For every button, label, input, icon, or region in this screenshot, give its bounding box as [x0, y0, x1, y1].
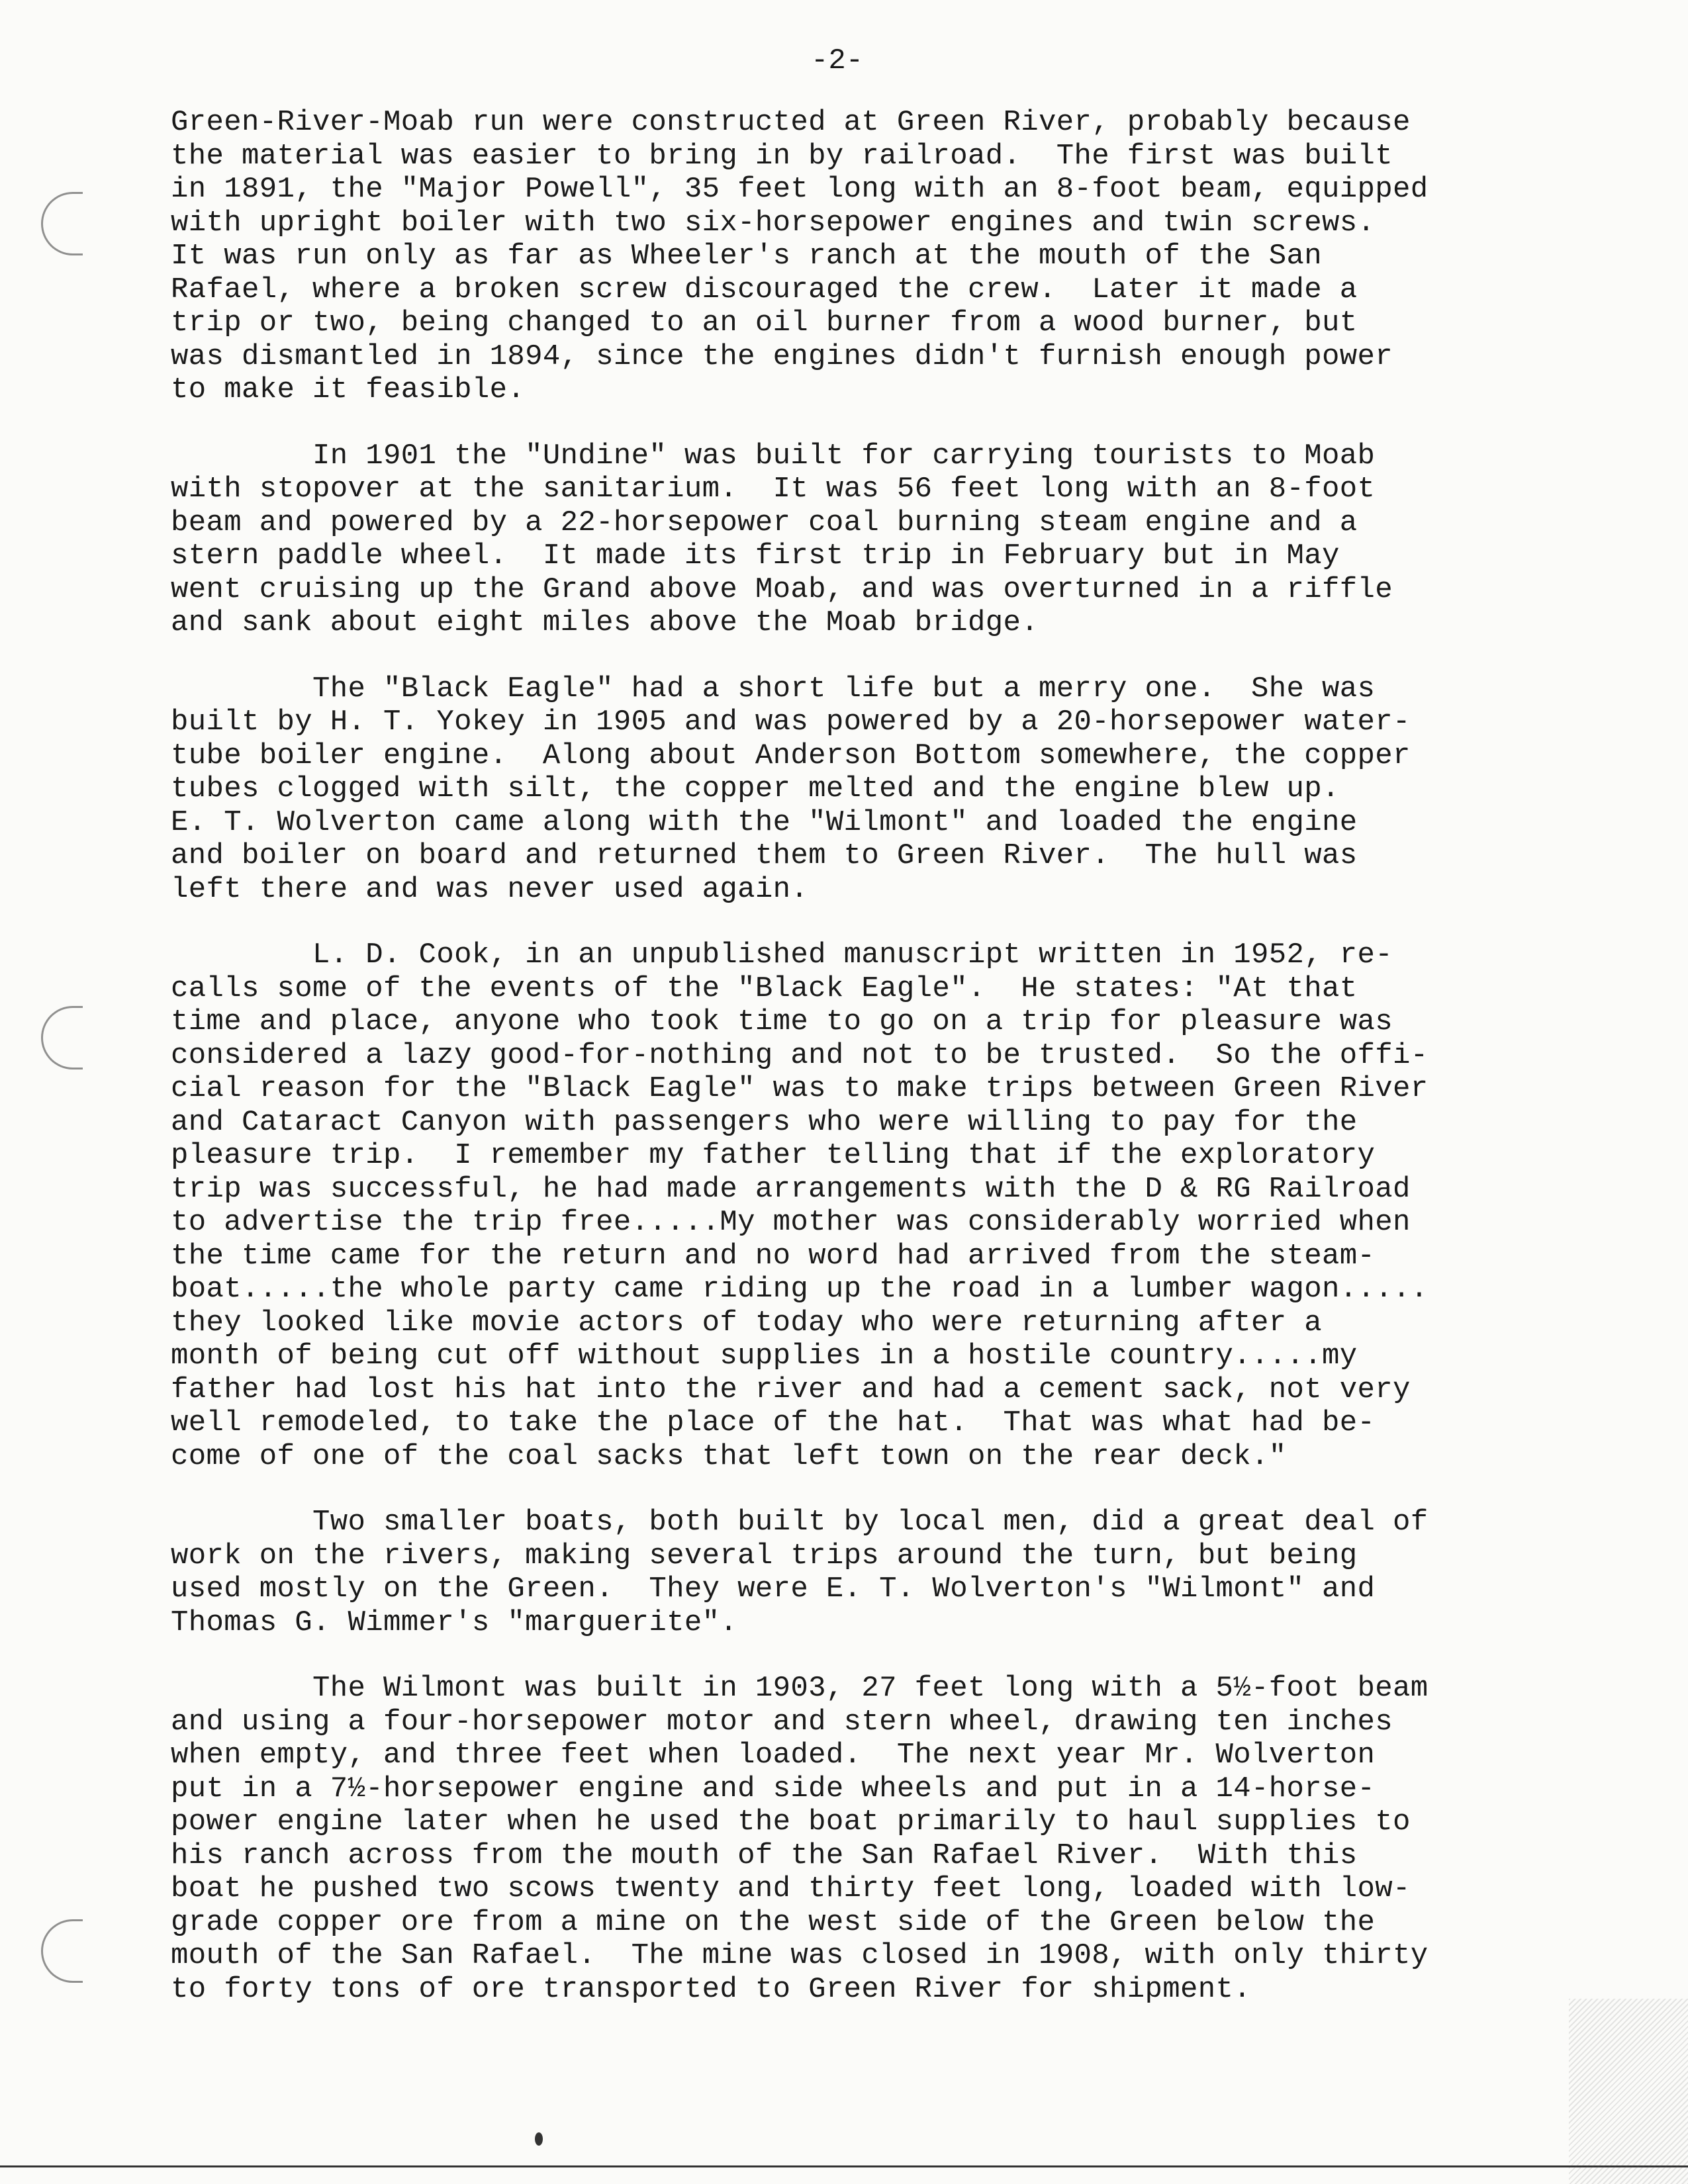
text-line: Two smaller boats, both built by local men, did a great deal of	[171, 1506, 1429, 1539]
text-line: with stopover at the sanitarium. It was 56 feet long with an 8-foot	[171, 473, 1376, 506]
paragraph	[171, 439, 1594, 640]
text-line: month of being cut off without supplies in a hostile country.....my	[171, 1340, 1358, 1373]
text-line: work on the rivers, making several trips around the turn, but being	[171, 1539, 1358, 1572]
text-line: built by H. T. Yokey in 1905 and was powered by a 20-horsepower water-	[171, 705, 1411, 739]
text-line: tube boiler engine. Along about Anderson Bottom somewhere, the copper	[171, 739, 1411, 772]
text-line: and boiler on board and returned them to Green River. The hull was	[171, 839, 1358, 872]
text-line: boat he pushed two scows twenty and thirty feet long, loaded with low-	[171, 1872, 1411, 1905]
text-line: and Cataract Canyon with passengers who were willing to pay for the	[171, 1105, 1358, 1139]
text-line: to forty tons of ore transported to Green River for shipment.	[171, 1972, 1252, 2006]
ink-mark	[535, 2132, 543, 2146]
text-line: Rafael, where a broken screw discouraged the crew. Later it made a	[171, 273, 1358, 306]
paragraph	[171, 1672, 1594, 2006]
body-text	[171, 106, 1594, 2038]
paragraph	[171, 672, 1594, 907]
binder-hole	[41, 1919, 83, 1983]
text-line: beam and powered by a 22-horsepower coal burning steam engine and a	[171, 506, 1358, 539]
text-line: trip was successful, he had made arrangements with the D & RG Railroad	[171, 1172, 1411, 1206]
text-line: put in a 7½-horsepower engine and side wheels and put in a 14-horse-	[171, 1772, 1376, 1805]
text-line: when empty, and three feet when loaded. The next year Mr. Wolverton	[171, 1739, 1376, 1772]
text-line: left there and was never used again.	[171, 872, 809, 906]
text-line: with upright boiler with two six-horsepower engines and twin screws.	[171, 206, 1376, 240]
paragraph	[171, 938, 1594, 1473]
text-line: the material was easier to bring in by railroad. The first was built	[171, 139, 1393, 173]
text-line: tubes clogged with silt, the copper melted and the engine blew up.	[171, 772, 1340, 805]
text-line: and sank about eight miles above the Moab bridge.	[171, 606, 1039, 639]
text-line: to advertise the trip free.....My mother was considerably worried when	[171, 1206, 1411, 1239]
text-line: considered a lazy good-for-nothing and not to be trusted. So the offi-	[171, 1038, 1429, 1072]
paragraph	[171, 106, 1594, 407]
text-line: mouth of the San Rafael. The mine was closed in 1908, with only thirty	[171, 1939, 1429, 1972]
text-line: went cruising up the Grand above Moab, and was overturned in a riffle	[171, 572, 1393, 606]
text-line: In 1901 the "Undine" was built for carrying tourists to Moab	[171, 439, 1376, 473]
text-line: power engine later when he used the boat primarily to haul supplies to	[171, 1805, 1411, 1839]
text-line: they looked like movie actors of today who were returning after a	[171, 1306, 1323, 1340]
text-line: grade copper ore from a mine on the west side of the Green below the	[171, 1905, 1376, 1939]
text-line: trip or two, being changed to an oil burner from a wood burner, but	[171, 306, 1358, 340]
text-line: to make it feasible.	[171, 373, 526, 406]
text-line: pleasure trip. I remember my father telling that if the exploratory	[171, 1139, 1376, 1172]
text-line: father had lost his hat into the river and had a cement sack, not very	[171, 1373, 1411, 1406]
text-line: the time came for the return and no word had arrived from the steam-	[171, 1239, 1376, 1273]
text-line: come of one of the coal sacks that left town on the rear deck."	[171, 1439, 1287, 1473]
binder-hole	[41, 1006, 83, 1069]
paragraph	[171, 1506, 1594, 1639]
text-line: time and place, anyone who took time to go on a trip for pleasure was	[171, 1005, 1393, 1038]
text-line: cial reason for the "Black Eagle" was to make trips between Green River	[171, 1072, 1429, 1105]
text-line: used mostly on the Green. They were E. T. Wolverton's "Wilmont" and	[171, 1572, 1376, 1606]
text-line: was dismantled in 1894, since the engines didn't furnish enough power	[171, 340, 1393, 373]
text-line: calls some of the events of the "Black Eagle". He states: "At that	[171, 972, 1358, 1005]
page-number: -2-	[811, 44, 864, 77]
text-line: The Wilmont was built in 1903, 27 feet long with a 5½-foot beam	[171, 1672, 1429, 1705]
text-line: Green-River-Moab run were constructed at Green River, probably because	[171, 106, 1411, 139]
binder-hole	[41, 192, 83, 255]
text-line: L. D. Cook, in an unpublished manuscript written in 1952, re-	[171, 938, 1393, 972]
text-line: and using a four-horsepower motor and stern wheel, drawing ten inches	[171, 1705, 1393, 1739]
page-edge-line	[0, 2165, 1688, 2167]
text-line: well remodeled, to take the place of the hat. That was what had be-	[171, 1406, 1376, 1439]
text-line: The "Black Eagle" had a short life but a merry one. She was	[171, 672, 1376, 705]
text-line: his ranch across from the mouth of the San Rafael River. With this	[171, 1839, 1358, 1872]
scan-shading	[1569, 1999, 1688, 2184]
text-line: stern paddle wheel. It made its first trip in February but in May	[171, 539, 1340, 572]
text-line: It was run only as far as Wheeler's ranch at the mouth of the San	[171, 240, 1323, 273]
text-line: E. T. Wolverton came along with the "Wilmont" and loaded the engine	[171, 805, 1358, 839]
text-line: in 1891, the "Major Powell", 35 feet long with an 8-foot beam, equipped	[171, 173, 1429, 206]
text-line: Thomas G. Wimmer's "marguerite".	[171, 1606, 738, 1639]
text-line: boat.....the whole party came riding up the road in a lumber wagon.....	[171, 1273, 1429, 1306]
